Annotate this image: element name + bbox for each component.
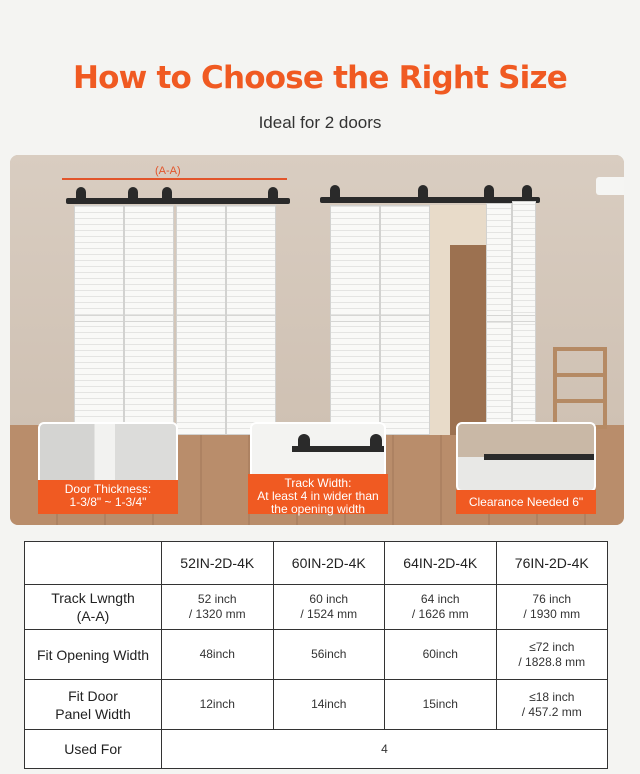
hanger-icon — [162, 187, 172, 201]
track-rail-left — [66, 198, 290, 204]
track-width-inset — [250, 422, 386, 480]
table-cell: 64 inch / 1626 mm — [385, 585, 497, 630]
table-cell: 48inch — [162, 630, 274, 680]
table-row — [25, 630, 608, 680]
hanger-icon — [484, 185, 494, 199]
inner-door — [450, 245, 488, 435]
track-width-callout: Track Width: At least 4 in wider than the opening width — [248, 474, 388, 514]
table-row — [25, 585, 608, 630]
hanger-icon — [128, 187, 138, 201]
hanger-icon — [330, 185, 340, 199]
row-label: Fit Door Panel Width — [25, 680, 162, 730]
table-cell: 15inch — [385, 680, 497, 730]
door-panel — [330, 205, 380, 435]
table-row — [25, 730, 608, 769]
table-cell: ≤18 inch / 457.2 mm — [496, 680, 608, 730]
table-header-row — [25, 542, 608, 585]
table-row — [25, 680, 608, 730]
row-label: Used For — [25, 730, 162, 769]
row-label: Track Lwngth (A-A) — [25, 585, 162, 630]
door-thickness-inset — [38, 422, 178, 488]
door-panel-folded — [512, 201, 536, 439]
door-panel-folded — [486, 203, 512, 437]
table-cell: 12inch — [162, 680, 274, 730]
clearance-inset — [456, 422, 596, 492]
table-cell: ≤72 inch / 1828.8 mm — [496, 630, 608, 680]
table-cell: 14inch — [273, 680, 385, 730]
row-label: Fit Opening Width — [25, 630, 162, 680]
page-title: How to Choose the Right Size — [73, 60, 567, 96]
door-panel — [176, 205, 226, 435]
mini-rail — [484, 454, 596, 460]
page-subtitle: Ideal for 2 doors — [258, 113, 382, 132]
dimension-line — [62, 178, 287, 180]
hanger-icon — [268, 187, 278, 201]
door-thickness-callout: Door Thickness: 1-3/8" ~ 1-3/4" — [38, 480, 178, 514]
dimension-label: (A-A) — [155, 165, 181, 177]
column-header: 52IN-2D-4K — [162, 542, 274, 585]
door-panel — [74, 205, 124, 435]
hanger-icon — [370, 434, 382, 452]
hanger-icon — [522, 185, 532, 199]
table-cell: 52 inch / 1320 mm — [162, 585, 274, 630]
size-table — [24, 541, 608, 769]
shelf — [553, 347, 607, 429]
door-panel — [380, 205, 430, 435]
column-header: 76IN-2D-4K — [496, 542, 608, 585]
column-header: 64IN-2D-4K — [385, 542, 497, 585]
table-cell: 60inch — [385, 630, 497, 680]
hanger-icon — [418, 185, 428, 199]
table-cell: 76 inch / 1930 mm — [496, 585, 608, 630]
door-panel — [124, 205, 174, 435]
clearance-callout: Clearance Needed 6" — [456, 490, 596, 514]
air-conditioner-icon — [596, 177, 624, 195]
table-cell: 4 — [162, 730, 608, 769]
table-corner — [25, 542, 162, 585]
column-header: 60IN-2D-4K — [273, 542, 385, 585]
table-cell: 56inch — [273, 630, 385, 680]
hanger-icon — [76, 187, 86, 201]
hanger-icon — [298, 434, 310, 452]
table-cell: 60 inch / 1524 mm — [273, 585, 385, 630]
door-panel — [226, 205, 276, 435]
